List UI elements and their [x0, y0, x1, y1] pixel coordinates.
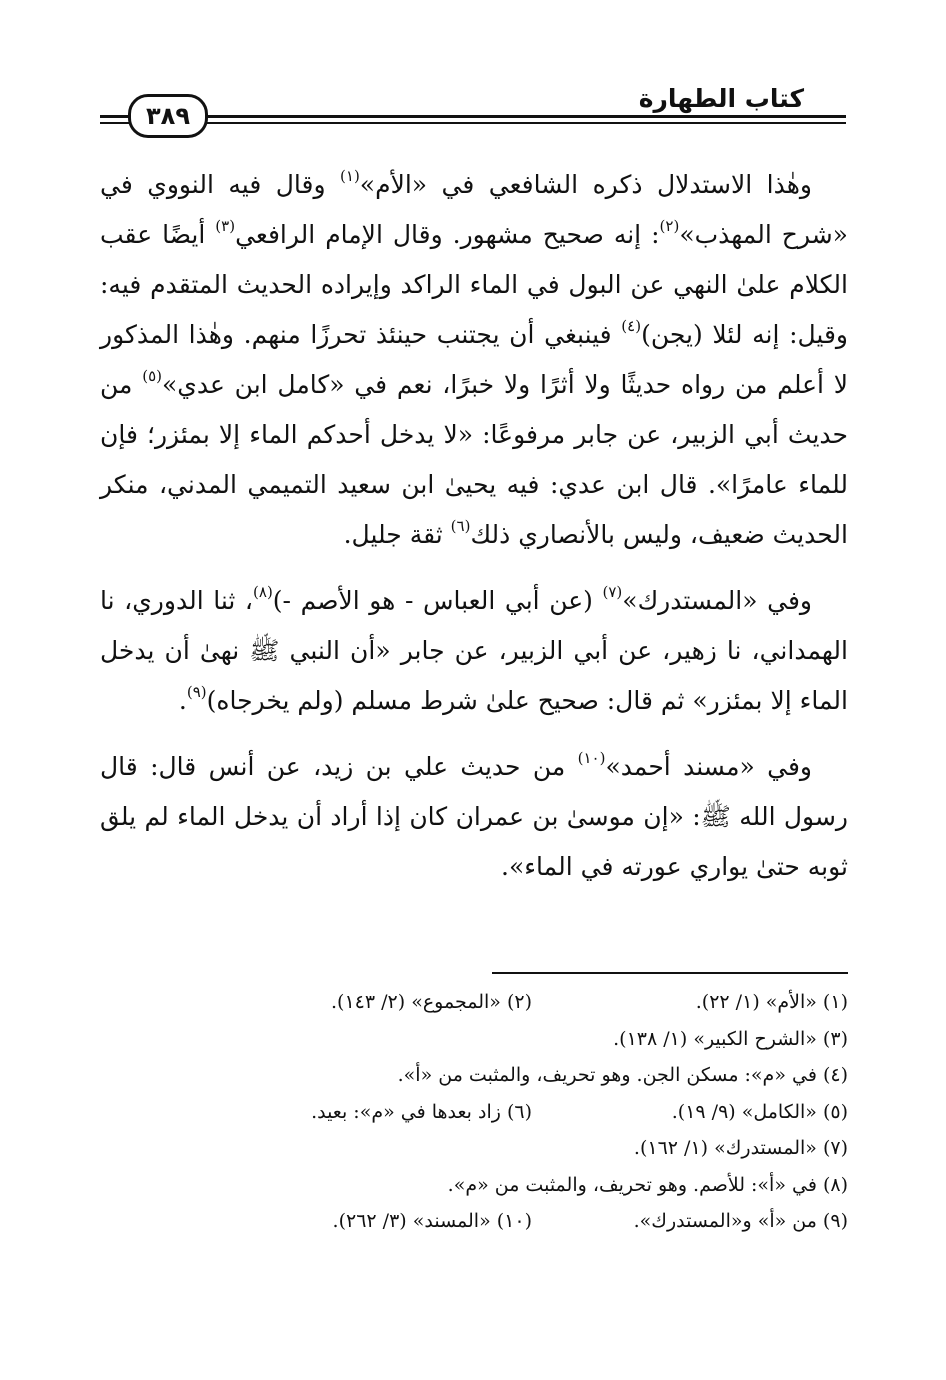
footnote-row	[100, 1094, 848, 1131]
text-run: (عن أبي العباس - هو الأصم -)	[272, 586, 603, 615]
footnote-marker: (٧)	[602, 583, 623, 601]
body-paragraph	[100, 742, 848, 892]
text-run: فينبغي أن يجتنب حينئذ تحرزًا منهم. وهٰذا المذكور لا أعلم من رواه حديثًا ولا أثرًا ولا خبرًا، نعم في «كامل ابن عدي»	[100, 320, 848, 399]
text-run: وقال فيه النووي في «شرح المهذب»	[100, 170, 848, 249]
main-text	[100, 160, 848, 908]
page-header	[100, 80, 846, 140]
footnotes	[100, 984, 848, 1240]
footnote: (٩) من «أ» و«المستدرك».	[633, 1210, 848, 1232]
footnote-marker: (٩)	[186, 683, 207, 701]
text-run: : إنه صحيح مشهور. وقال الإمام الرافعي	[235, 220, 660, 249]
footnote-marker: (٢)	[659, 217, 680, 235]
footnote-row	[100, 1130, 848, 1167]
footnote-row	[100, 1203, 848, 1240]
text-run: .	[178, 686, 187, 715]
footnote-marker: (٥)	[142, 367, 162, 385]
footnote-marker: (١٠)	[577, 749, 606, 767]
footnote: (٣) «الشرح الكبير» (١/ ١٣٨).	[613, 1027, 848, 1050]
footnote-marker: (٦)	[450, 517, 471, 535]
text-run: أيضًا عقب الكلام علىٰ النهي عن البول في الماء الراكد وإيراده الحديث المتقدم فيه: وقيل: إنه لئلا (يجن)	[100, 220, 848, 349]
footnote: (٨) في «أ»: للأصم. وهو تحريف، والمثبت من «م».	[447, 1173, 848, 1196]
footnote-row	[100, 1167, 848, 1204]
text-run: من حديث علي بن زيد، عن أنس قال: قال رسول الله ﷺ: «إن موسىٰ بن عمران كان إذا أراد أن يدخل الماء لم يلق ثوبه حتىٰ يواري عورته في الماء».	[100, 752, 848, 881]
footnote-row	[100, 1057, 848, 1094]
footnote: (٧) «المستدرك» (١/ ١٦٢).	[633, 1137, 848, 1159]
body-paragraph	[100, 160, 848, 560]
text-run: من حديث أبي الزبير، عن جابر مرفوعًا: «لا يدخل أحدكم الماء إلا بمئزر؛ فإن للماء عامرًا». قال ابن عدي: فيه يحيىٰ ابن سعيد التميمي المدني، منكر الحديث ضعيف، وليس بالأنصاري ذلك	[100, 370, 848, 549]
footnote: (١٠) «المسند» (٣/ ٢٦٢).	[332, 1210, 532, 1232]
footnote-separator	[492, 972, 848, 974]
text-run: وفي «المستدرك»	[622, 586, 812, 615]
page-number: ٣٨٩	[128, 94, 208, 138]
footnote: (٢) «المجموع» (٢/ ١٤٣).	[331, 991, 532, 1013]
footnote-marker: (٨)	[253, 583, 273, 601]
footnote: (٦) زاد بعدها في «م»: بعيد.	[311, 1100, 532, 1123]
footnote: (٤) في «م»: مسكن الجن. وهو تحريف، والمثبت من «أ».	[397, 1064, 848, 1086]
header-rule	[100, 122, 846, 124]
header-rule	[100, 115, 846, 118]
text-run: ثقة جليل.	[343, 520, 451, 549]
footnote-marker: (٣)	[215, 217, 236, 235]
footnote-row	[100, 1021, 848, 1058]
footnote-marker: (٤)	[621, 317, 642, 335]
body-paragraph	[100, 576, 848, 726]
text-run: وهٰذا الاستدلال ذكره الشافعي في «الأم»	[359, 170, 812, 199]
footnote: (١) «الأم» (١/ ٢٢).	[695, 991, 848, 1013]
text-run: ، ثنا الدوري، نا الهمداني، نا زهير، عن أبي الزبير، عن جابر «أن النبي ﷺ نهىٰ أن يدخل الماء إلا بمئزر» ثم قال: صحيح علىٰ شرط مسلم (ولم يخرجاه)	[100, 586, 848, 715]
book-title: كتاب الطهارة	[633, 84, 810, 114]
text-run: وفي «مسند أحمد»	[605, 752, 812, 781]
footnote: (٥) «الكامل» (٩/ ١٩).	[671, 1100, 848, 1123]
footnote-marker: (١)	[340, 167, 360, 185]
footnote-row	[100, 984, 848, 1021]
